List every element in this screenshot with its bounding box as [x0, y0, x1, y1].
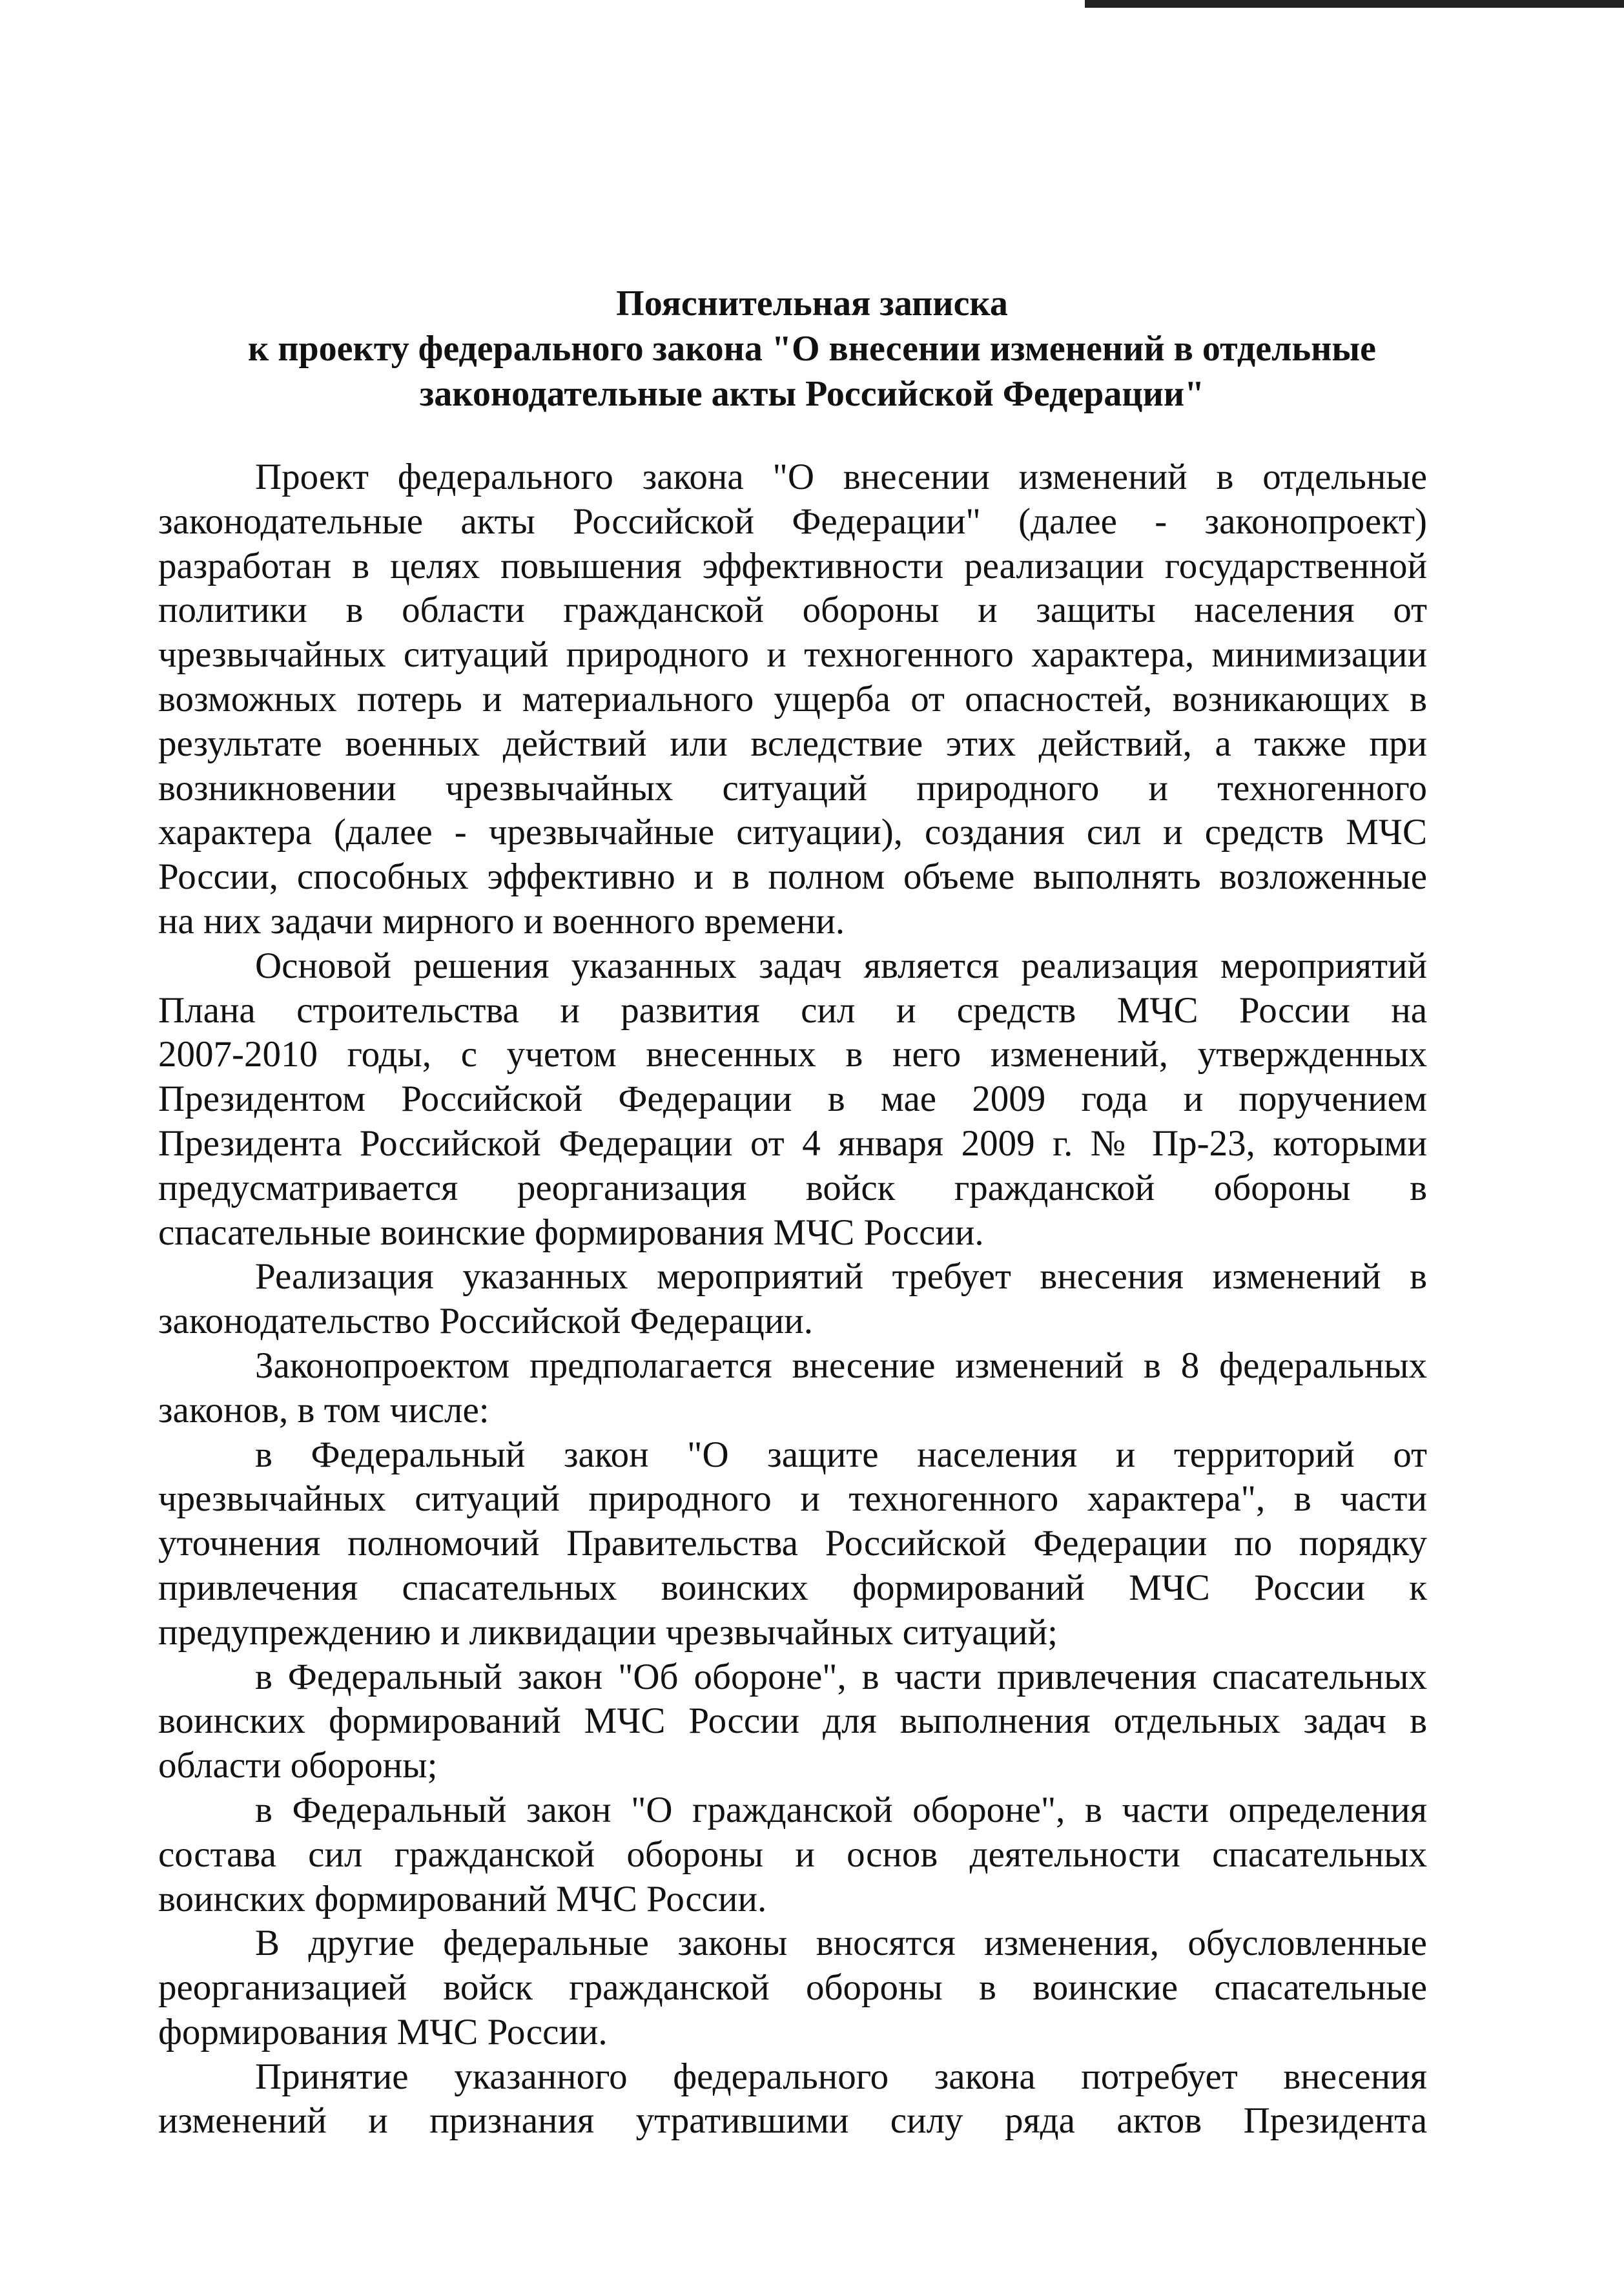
text-line: законов, в том числе: — [158, 1389, 489, 1431]
text-line: изменений и признания утратившими силу ряда актов Президента — [158, 2100, 1427, 2142]
paragraph — [158, 1655, 1427, 1788]
text-line: на них задачи мирного и военного времени. — [158, 900, 845, 942]
title-line: законодательные акты Российской Федерации" — [419, 374, 1205, 414]
text-line: чрезвычайных ситуаций природного и техногенного характера", в части — [158, 1478, 1427, 1520]
paragraph — [158, 944, 1427, 1256]
paragraph — [158, 1344, 1427, 1433]
text-line: политики в области гражданской обороны и защиты населения от — [158, 590, 1427, 631]
text-line: Основой решения указанных задач является реализация мероприятий — [255, 945, 1427, 986]
text-line: характера (далее - чрезвычайные ситуации), создания сил и средств МЧС — [158, 812, 1427, 853]
text-line: В другие федеральные законы вносятся изменения, обусловленные — [255, 1923, 1427, 1964]
paragraph — [158, 2055, 1427, 2144]
text-line: воинских формирований МЧС России для выполнения отдельных задач в — [158, 1700, 1427, 1742]
paragraph — [158, 1921, 1427, 2054]
text-line: возникновении чрезвычайных ситуаций природного и техногенного — [158, 767, 1427, 809]
text-line: законодательство Российской Федерации. — [158, 1301, 814, 1342]
text-line: возможных потерь и материального ущерба от опасностей, возникающих в — [158, 678, 1427, 719]
text-line: в Федеральный закон "Об обороне", в части привлечения спасательных — [255, 1656, 1427, 1697]
text-line: Реализация указанных мероприятий требует внесения изменений в — [255, 1256, 1427, 1297]
paragraph — [158, 1433, 1427, 1655]
text-line: чрезвычайных ситуаций природного и техногенного характера, минимизации — [158, 634, 1427, 676]
text-line: воинских формирований МЧС России. — [158, 1878, 767, 1919]
text-line: Принятие указанного федерального закона потребует внесения — [255, 2056, 1427, 2097]
text-line: уточнения полномочий Правительства Российской Федерации по порядку — [158, 1523, 1427, 1564]
text-line: России, способных эффективно и в полном объеме выполнять возложенные — [158, 856, 1427, 898]
text-line: реорганизацией войск гражданской обороны в воинские спасательные — [158, 1967, 1427, 2009]
text-line: формирования МЧС России. — [158, 2011, 608, 2052]
text-line: Президентом Российской Федерации в мае 2009 года и поручением — [158, 1079, 1427, 1120]
text-line: области обороны; — [158, 1745, 438, 1786]
text-line: Проект федерального закона "О внесении изменений в отдельные — [255, 457, 1427, 497]
text-line: 2007-2010 годы, с учетом внесенных в него изменений, утвержденных — [158, 1034, 1427, 1075]
text-line: спасательные воинские формирования МЧС России. — [158, 1212, 984, 1253]
paragraph — [158, 455, 1427, 944]
text-line: в Федеральный закон "О гражданской обороне", в части определения — [255, 1789, 1427, 1830]
text-line: Президента Российской Федерации от 4 января 2009 г. № Пр-23, которыми — [158, 1122, 1427, 1164]
text-line: Плана строительства и развития сил и средств МЧС России на — [158, 989, 1427, 1031]
text-line: состава сил гражданской обороны и основ деятельности спасательных — [158, 1834, 1427, 1875]
text-line: предусматривается реорганизация войск гражданской обороны в — [158, 1167, 1427, 1208]
text-line: в Федеральный закон "О защите населения и территорий от — [255, 1434, 1427, 1475]
paragraph — [158, 1255, 1427, 1344]
text-line: разработан в целях повышения эффективности реализации государственной — [158, 545, 1427, 586]
text-line: предупреждению и ликвидации чрезвычайных ситуаций; — [158, 1611, 1058, 1653]
text-line: законодательные акты Российской Федерации" (далее - законопроект) — [158, 501, 1427, 542]
document-body — [158, 455, 1427, 2144]
text-line: Законопроектом предполагается внесение изменений в 8 федеральных — [255, 1345, 1427, 1386]
paragraph — [158, 1788, 1427, 1921]
title-line: Пояснительная записка — [616, 284, 1008, 324]
title-line: к проекту федерального закона "О внесении изменений в отдельные — [248, 329, 1376, 369]
scan-edge-line — [1085, 0, 1624, 8]
text-line: результате военных действий или вследствие этих действий, а также при — [158, 723, 1427, 764]
document-title — [0, 281, 1624, 417]
text-line: привлечения спасательных воинских формирований МЧС России к — [158, 1567, 1427, 1608]
